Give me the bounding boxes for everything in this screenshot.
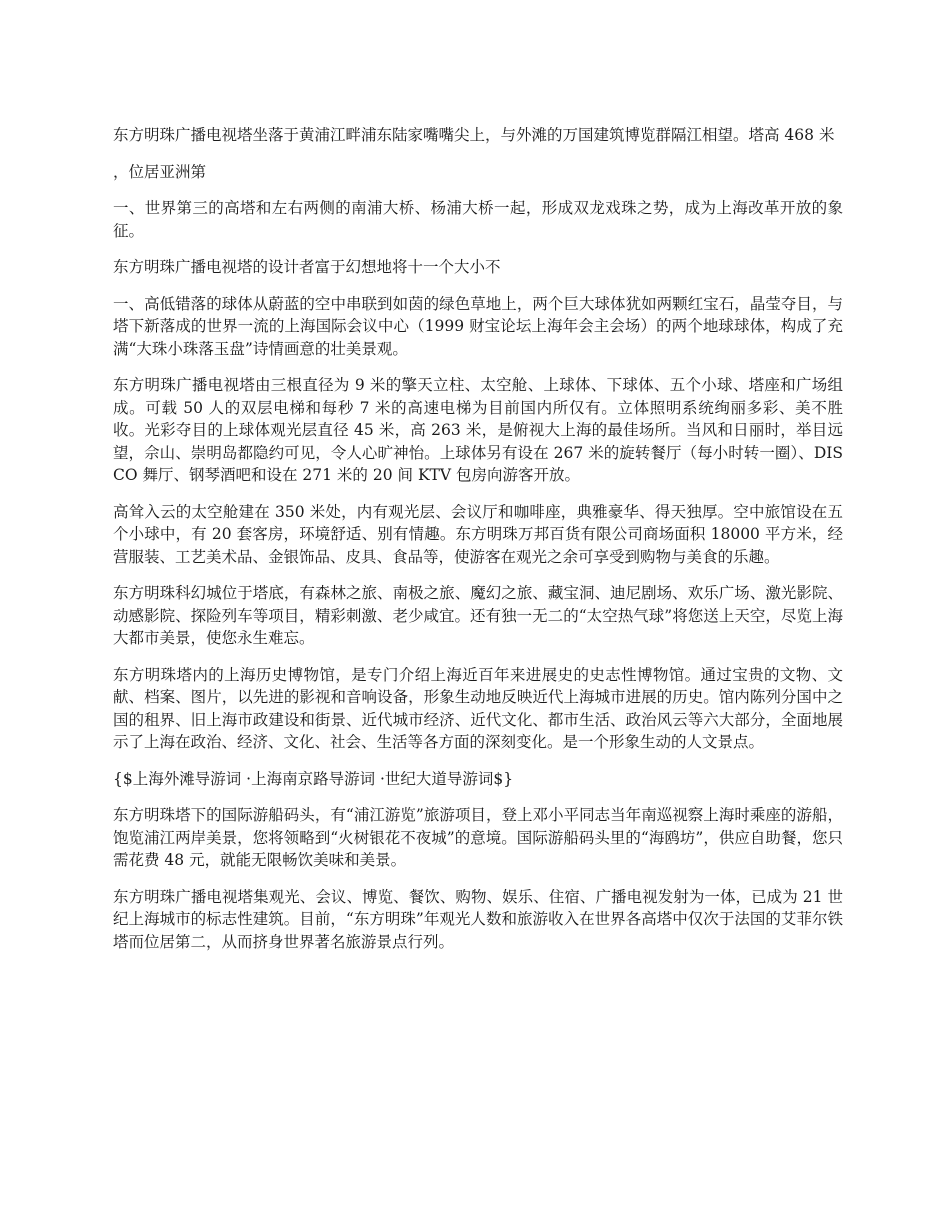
paragraph-4: 东方明珠广播电视塔的设计者富于幻想地将十一个大小不 — [113, 258, 501, 276]
document-body — [113, 124, 843, 967]
paragraph-5: 一、高低错落的球体从蔚蓝的空中串联到如茵的绿色草地上，两个巨大球体犹如两颗红宝石，晶莹夺目，与塔下新落成的世界一流的上海国际会议中心（1999 财宝论坛上海年会主会场）的两个地球球体，构成了充满“大珠小珠落玉盘”诗情画意的壮美景观。 — [113, 294, 843, 358]
paragraph-11: 东方明珠塔下的国际游船码头，有“浦江游览”旅游项目，登上邓小平同志当年南巡视察上海时乘座的游船，饱览浦江两岸美景，您将领略到“火树银花不夜城”的意境。国际游船码头里的“海鸥坊”，供应自助餐，您只需花费 48 元，就能无限畅饮美味和美景。 — [113, 806, 843, 869]
paragraph-9: 东方明珠塔内的上海历史博物馆，是专门介绍上海近百年来进展史的史志性博物馆。通过宝贵的文物、文献、档案、图片，以先进的影视和音响设备，形象生动地反映近代上海城市进展的历史。馆内陈列分国中之国的租界、旧上海市政建设和街景、近代城市经济、近代文化、都市生活、政治风云等六大部分，全面地展示了上海在政治、经济、文化、社会、生活等各方面的深刻变化。是一个形象生动的人文景点。 — [113, 665, 843, 751]
paragraph-7: 高耸入云的太空舱建在 350 米处，内有观光层、会议厅和咖啡座，典雅豪华、得天独厚。空中旅馆设在五个小球中，有 20 套客房，环境舒适、别有情趣。东方明珠万邦百货有限公司商场面积 18000 平方米，经营服装、工艺美术品、金银饰品、皮具、食品等，使游客在观光之余可享受到购物与美食的乐趣。 — [113, 502, 843, 566]
paragraph-3: 一、世界第三的高塔和左右两侧的南浦大桥、杨浦大桥一起，形成双龙戏珠之势，成为上海改革开放的象征。 — [113, 199, 843, 240]
paragraph-2: ，位居亚洲第 — [113, 162, 207, 181]
paragraph-8: 东方明珠科幻城位于塔底，有森林之旅、南极之旅、魔幻之旅、藏宝洞、迪尼剧场、欢乐广场、激光影院、动感影院、探险列车等项目，精彩刺激、老少咸宜。还有独一无二的“太空热气球”将您送上天空，尽览上海大都市美景，使您永生难忘。 — [113, 584, 843, 647]
paragraph-10: {$上海外滩导游词 ·上海南京路导游词 ·世纪大道导游词$} — [113, 769, 514, 788]
paragraph-1: 东方明珠广播电视塔坐落于黄浦江畔浦东陆家嘴嘴尖上，与外滩的万国建筑博览群隔江相望。塔高 468 米 — [113, 126, 835, 144]
paragraph-12: 东方明珠广播电视塔集观光、会议、博览、餐饮、购物、娱乐、住宿、广播电视发射为一体，已成为 21 世纪上海城市的标志性建筑。目前，“东方明珠”年观光人数和旅游收入在世界各高塔中仅次于法国的艾菲尔铁塔而位居第二，从而挤身世界著名旅游景点行列。 — [113, 887, 843, 951]
paragraph-6: 东方明珠广播电视塔由三根直径为 9 米的擎天立柱、太空舱、上球体、下球体、五个小球、塔座和广场组成。可载 50 人的双层电梯和每秒 7 米的高速电梯为目前国内所仅有。立体照明系统绚丽多彩、美不胜收。光彩夺目的上球体观光层直径 45 米，高 263 米，是俯视大上海的最佳场所。当风和日丽时，举目远望，佘山、崇明岛都隐约可见，令人心旷神怡。上球体另有设在 267 米的旋转餐厅（每小时转一圈）、DISCO 舞厅、钢琴酒吧和设在 271 米的 20 间 KTV 包房向游客开放。 — [113, 376, 843, 484]
